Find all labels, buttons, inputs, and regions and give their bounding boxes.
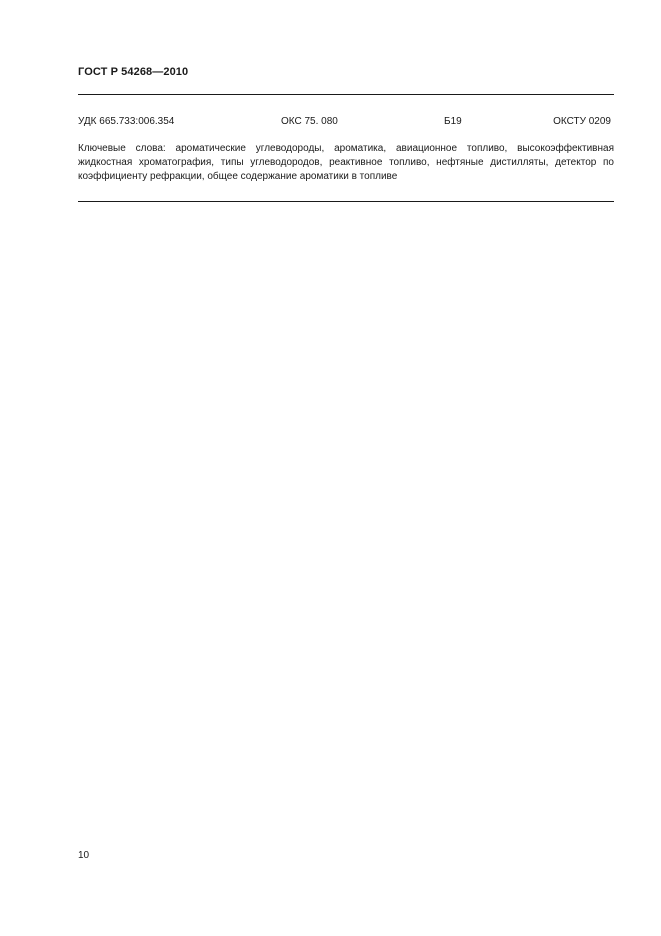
udk-code: УДК 665.733:006.354 <box>78 116 175 127</box>
classification-row <box>78 116 614 130</box>
keywords-paragraph: Ключевые слова: ароматические углеводороды, ароматика, авиационное топливо, высокоэффективная жидкостная хроматография, типы углеводородов, реактивное топливо, нефтяные дистилляты, детектор по коэффициенту рефракции, общее содержание ароматики в топливе <box>78 143 614 182</box>
bottom-divider <box>78 201 614 202</box>
okp-group-code: Б19 <box>444 116 462 127</box>
document-code: ГОСТ Р 54268—2010 <box>78 66 189 78</box>
page-number: 10 <box>78 850 90 861</box>
okstu-code: ОКСТУ 0209 <box>553 116 611 127</box>
oks-code: ОКС 75. 080 <box>281 116 338 127</box>
top-divider <box>78 94 614 95</box>
